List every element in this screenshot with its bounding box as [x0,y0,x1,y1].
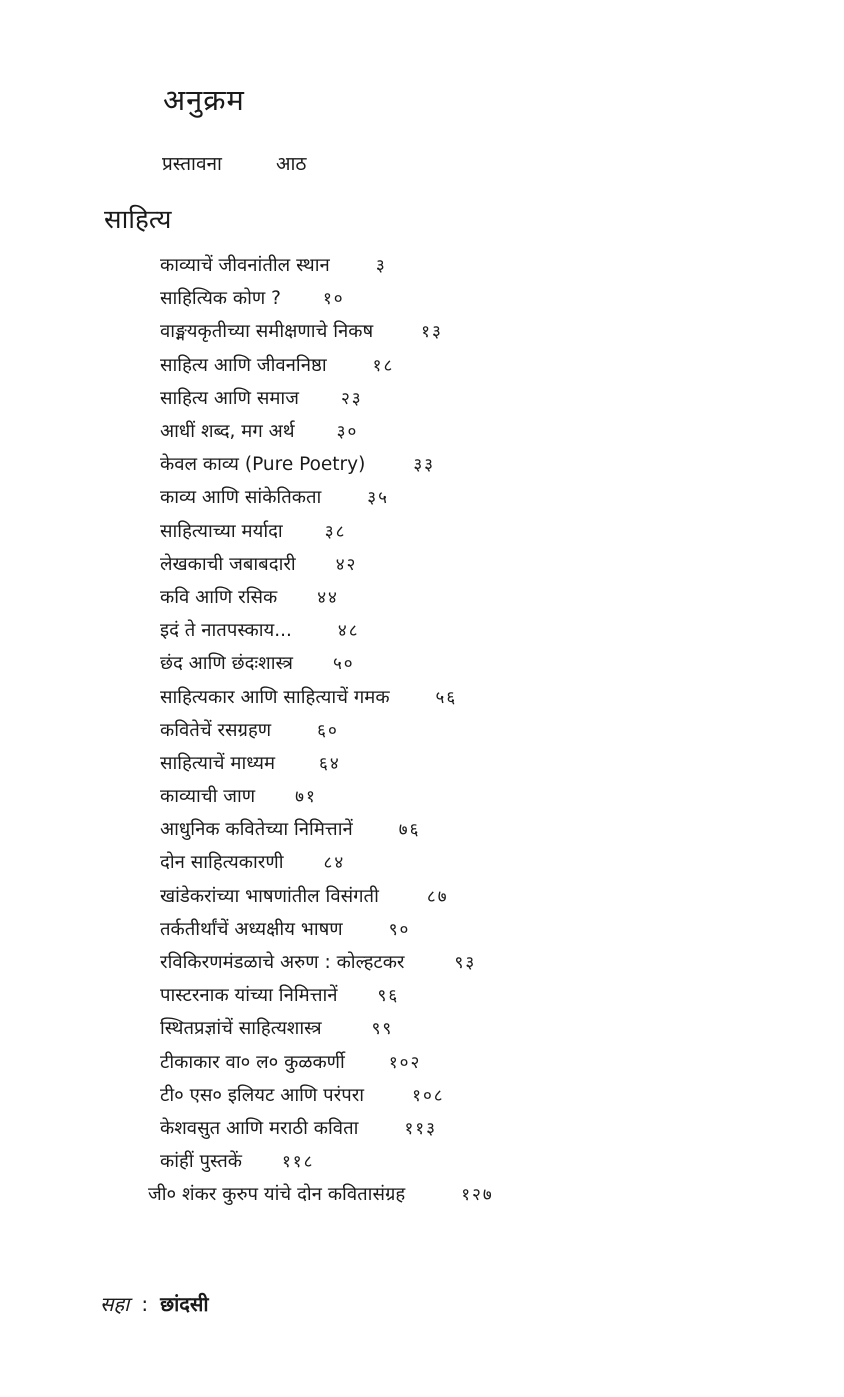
toc-entry-page: ४४ [317,587,339,608]
footer-book-title: छांदसी [160,1292,209,1316]
toc-entry-page: ९९ [371,1019,394,1040]
toc-entry [160,713,494,746]
toc-entry [160,779,494,812]
toc-entry-title: आधीं शब्द, मग अर्थ [160,421,295,443]
toc-entry-page: १० [322,289,345,310]
toc-entry [160,547,494,580]
toc-entry [160,348,494,381]
toc-entry-page: ९६ [377,986,400,1007]
toc-entry-page: ५६ [435,687,458,708]
toc-entry-title: लेखकाची जबाबदारी [160,553,296,575]
toc-entry [160,912,494,945]
toc-entry-title: काव्य आणि सांकेतिकता [160,487,322,509]
toc-entry-title: रविकिरणमंडळाचे अरुण : कोल्हटकर [160,952,405,974]
toc-entry-title: साहित्य आणि जीवननिष्ठा [160,354,327,376]
toc-entry-page: ८४ [323,853,346,874]
toc-entry-page: ६४ [319,753,341,774]
preface-page: आठ [275,153,307,175]
toc-entry-page: ९३ [454,953,477,974]
section-heading: साहित्य [104,205,172,235]
toc-entry [160,248,494,281]
preface-label: प्रस्तावना [162,153,222,175]
toc-entry-page: ३३ [413,455,436,476]
preface-entry [162,150,306,176]
toc-entry [160,414,494,447]
toc-entry [160,978,494,1011]
toc-entry [160,447,494,480]
toc-entry-title: काव्याची जाण [160,786,256,808]
toc-entry [160,679,494,712]
toc-entry [160,812,494,845]
toc-entry-page: १०८ [412,1085,445,1106]
toc-entry [160,314,494,347]
toc-entry [160,1078,494,1111]
toc-entry [160,281,494,314]
toc-entry-title: साहित्य आणि समाज [160,387,299,409]
toc-entry-page: ६० [317,720,339,741]
footer-separator: : [141,1292,149,1316]
toc-entry-page: ३० [336,422,359,443]
toc-entry-title: दोन साहित्यकारणी [160,852,284,874]
toc-entry-title: आधुनिक कवितेच्या निमित्तानें [160,819,353,841]
toc-entry-page: ५० [332,654,355,675]
page-title: अनुक्रम [163,83,245,117]
toc-entry-title: इदं ते नातपस्काय... [160,620,292,642]
toc-entry-title: टी० एस० इलियट आणि परंपरा [160,1084,365,1106]
toc-entry-page: ३५ [367,488,389,509]
toc-entry-title: केशवसुत आणि मराठी कविता [160,1117,359,1139]
toc-entry-title: टीकाकार वा० ल० कुळकर्णी [160,1051,345,1073]
toc-entry [160,1144,494,1177]
toc-entry [160,480,494,513]
toc-entry-title: खांडेकरांच्या भाषणांतील विसंगती [160,885,379,907]
toc-entry-title: वाङ्मयकृतीच्या समीक्षणाचे निकष [160,321,374,343]
toc-entry-title: पास्टरनाक यांच्या निमित्तानें [160,985,338,1007]
toc-entry-title: तर्कतीर्थांचें अध्यक्षीय भाषण [160,918,343,940]
toc-entry-title: साहित्याच्या मर्यादा [160,520,283,542]
toc-entry-title: कवि आणि रसिक [160,586,278,608]
toc-entry [160,879,494,912]
toc-entry-title: कवितेचें रसग्रहण [160,719,272,741]
running-footer [100,1290,209,1317]
toc-entry-page: ९० [388,919,411,940]
toc-entry [160,746,494,779]
toc-entry [160,514,494,547]
toc-entry-page: ८७ [426,886,449,907]
toc-entry [160,613,494,646]
toc-entry-page: ३ [375,256,387,277]
toc-entry-title: छंद आणि छंदःशास्त्र [160,653,293,675]
toc-entry-title: साहित्याचें माध्यम [160,752,276,774]
toc-entry-page: १८ [372,355,395,376]
toc-entry-page: ११३ [404,1118,437,1139]
toc-entry-page: ७१ [295,787,317,808]
toc-entry [148,1177,494,1210]
toc-entry [160,646,494,679]
toc-entry-page: ११८ [281,1152,315,1173]
toc-entry [160,381,494,414]
toc-entry-page: २३ [340,388,363,409]
toc-entry-title: साहित्यिक कोण ? [160,288,281,310]
toc-entry-page: १३ [421,322,443,343]
toc-entry [160,580,494,613]
toc-entry-page: १२७ [461,1185,494,1206]
toc-list [148,248,494,1210]
toc-entry-title: केवल काव्य (Pure Poetry) [160,454,366,476]
toc-entry-page: ३८ [324,521,347,542]
toc-entry [160,1011,494,1044]
toc-entry-title: जी० शंकर कुरुप यांचे दोन कवितासंग्रह [148,1184,406,1206]
toc-entry-page: १०२ [388,1052,422,1073]
toc-entry [160,1045,494,1078]
toc-entry-page: ४२ [335,554,358,575]
toc-entry-title: स्थितप्रज्ञांचें साहित्यशास्त्र [160,1018,322,1040]
toc-entry [160,845,494,878]
toc-entry-title: काव्याचें जीवनांतील स्थान [160,255,330,277]
toc-entry-page: ४८ [337,621,360,642]
footer-page-label: सहा [100,1292,130,1316]
toc-entry-title: साहित्यकार आणि साहित्याचें गमक [160,686,390,708]
toc-entry-title: कांहीं पुस्तकें [160,1151,242,1173]
toc-entry [160,945,494,978]
toc-entry-page: ७६ [398,820,421,841]
toc-entry [160,1111,494,1144]
